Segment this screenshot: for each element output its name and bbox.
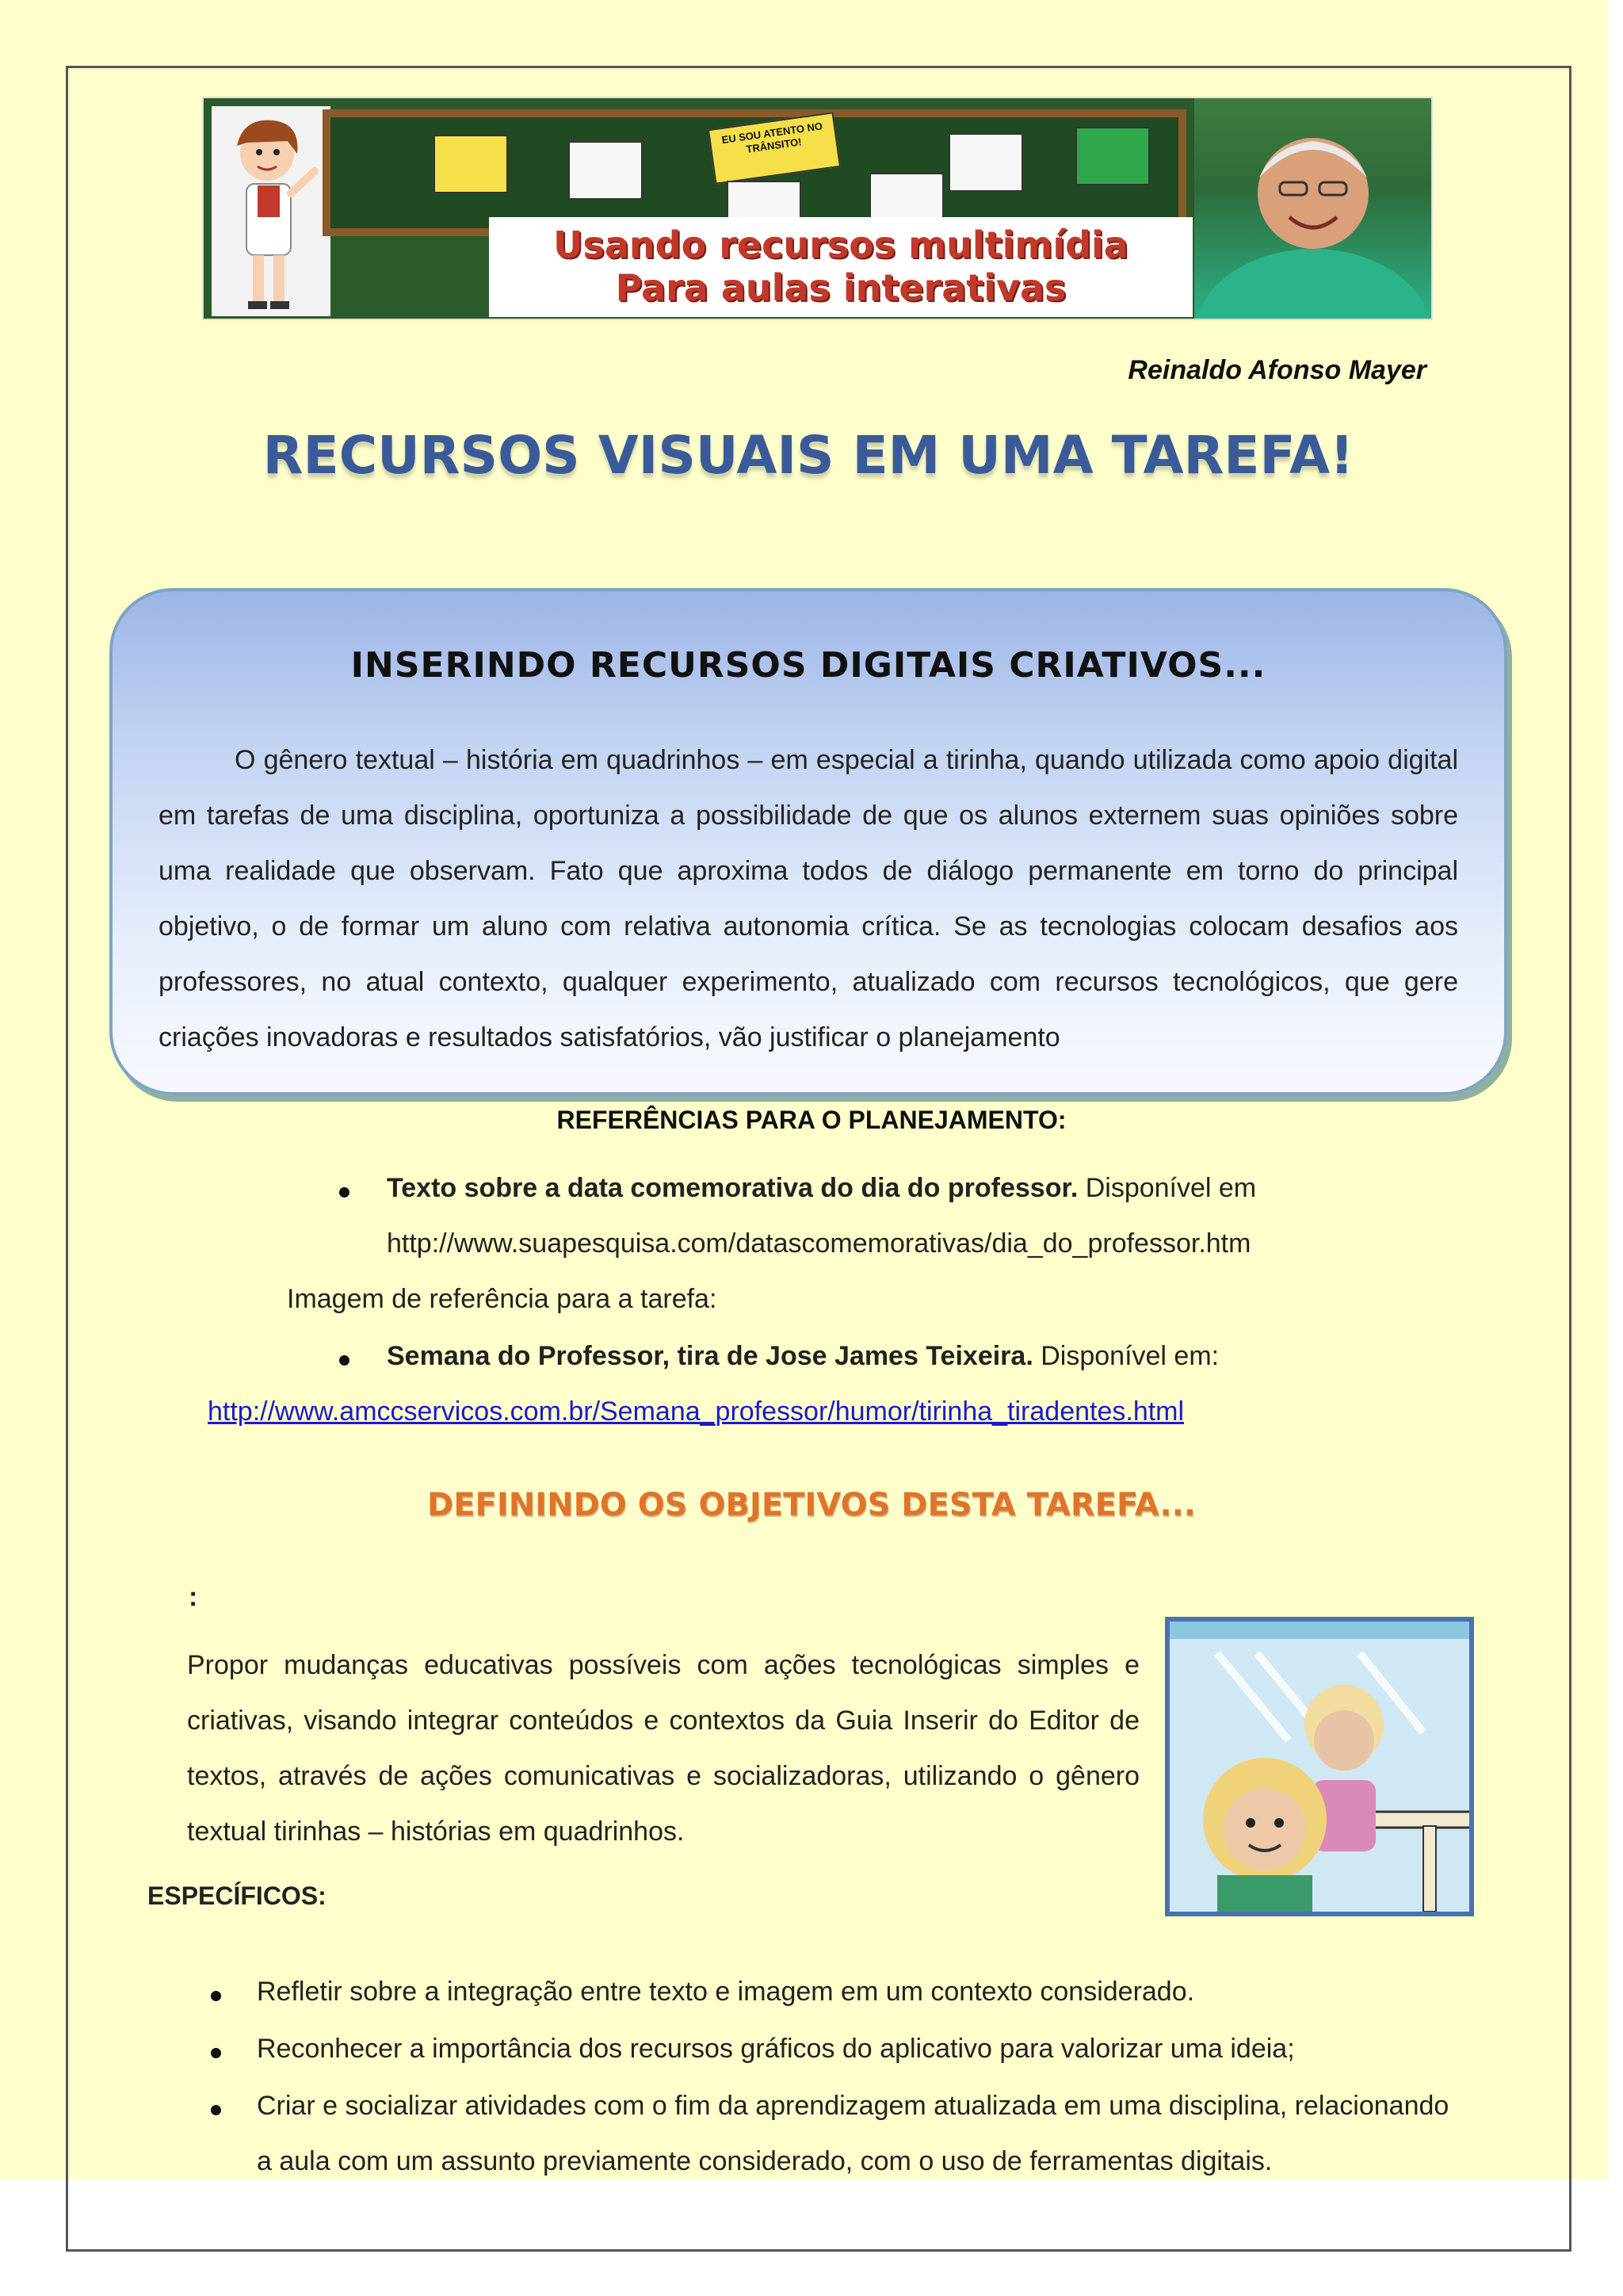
image-reference-label: Imagem de referência para a tarefa: — [287, 1284, 717, 1314]
reference-2-link[interactable]: http://www.amccservicos.com.br/Semana_professor/humor/tirinha_tiradentes.html — [208, 1396, 1185, 1427]
intro-box — [109, 588, 1507, 1095]
references-heading: REFERÊNCIAS PARA O PLANEJAMENTO: — [556, 1106, 1067, 1134]
reference-1-title: Texto sobre a data comemorativa do dia do professor. — [387, 1173, 1079, 1203]
bullet-icon — [339, 1355, 349, 1366]
traffic-card-pedestrian-icon — [1075, 127, 1150, 185]
traffic-sign-card: EU SOU ATENTO NO TRÂNSITO! — [708, 112, 841, 185]
bullet-icon — [211, 1991, 221, 2001]
author-portrait-icon — [1194, 98, 1432, 320]
reference-item-2 — [387, 1341, 1219, 1372]
reference-1-url: http://www.suapesquisa.com/datascomemorativas/dia_do_professor.htm — [387, 1228, 1251, 1259]
reference-2-title: Semana do Professor, tira de Jose James Teixeira. — [387, 1341, 1033, 1371]
header-banner-image — [202, 97, 1433, 320]
comic-girls-icon — [1170, 1622, 1469, 1912]
specific-heading: ESPECÍFICOS: — [147, 1881, 327, 1910]
traffic-card-bike-icon — [568, 141, 643, 200]
specific-item: Criar e socializar atividades com o fim da aprendizagem atualizada em uma disciplina, relacionando — [257, 2091, 1449, 2121]
banner-title: Usando recursos multimídia Para aulas interativas — [489, 217, 1193, 317]
intro-heading: INSERINDO RECURSOS DIGITAIS CRIATIVOS... — [350, 645, 1266, 686]
specific-item: Refletir sobre a integração entre texto e imagem em um contexto considerado. — [257, 1977, 1195, 2007]
specific-item: Reconhecer a importância dos recursos gráficos do aplicativo para valorizar uma ideia; — [257, 2034, 1295, 2064]
specific-item-continuation: a aula com um assunto previamente considerado, com o uso de ferramentas digitais. — [257, 2146, 1273, 2176]
objectives-heading: DEFININDO OS OBJETIVOS DESTA TAREFA... — [427, 1487, 1196, 1523]
bullet-icon — [211, 2105, 221, 2115]
reference-item-1 — [387, 1173, 1256, 1204]
bullet-icon — [339, 1187, 349, 1198]
page-border — [66, 66, 1571, 2252]
traffic-card-light-icon — [949, 133, 1023, 192]
reference-1-available: Disponível em — [1078, 1173, 1257, 1203]
author-name: Reinaldo Afonso Mayer — [1128, 355, 1426, 385]
teacher-cartoon-icon — [212, 106, 330, 316]
comic-girls-illustration — [1165, 1617, 1474, 1916]
traffic-card-car-icon — [433, 135, 508, 193]
general-objective-text: Propor mudanças educativas possíveis com ações tecnológicas simples e criativas, visando integrar conteúdos e contextos da Guia Inserir do Editor de textos, através de ações comunicativas e socializadoras, utilizando o gênero textual tirinhas – histórias em quadrinhos. — [187, 1650, 1140, 1847]
page-title: RECURSOS VISUAIS EM UMA TAREFA! — [262, 425, 1354, 486]
bullet-icon — [211, 2048, 221, 2058]
intro-paragraph: O gênero textual – história em quadrinhos – em especial a tirinha, quando utilizada como apoio digital em tarefas de uma disciplina, oportuniza a possibilidade de que os alunos externem suas opiniões sobre uma realidade que observam. Fato que aproxima todos de diálogo permanente em torno do principal objetivo, o de formar um aluno com relativa autonomia crítica. Se as tecnologias colocam desafios aos professores, no atual contexto, qualquer experimento, atualizado com recursos tecnológicos, que gere criações inovadoras e resultados satisfatórios, vão justificar o planejamento — [158, 745, 1458, 1052]
reference-2-available: Disponível em: — [1033, 1341, 1220, 1371]
objectives-colon: : — [189, 1582, 198, 1612]
author-photo — [1194, 98, 1432, 320]
